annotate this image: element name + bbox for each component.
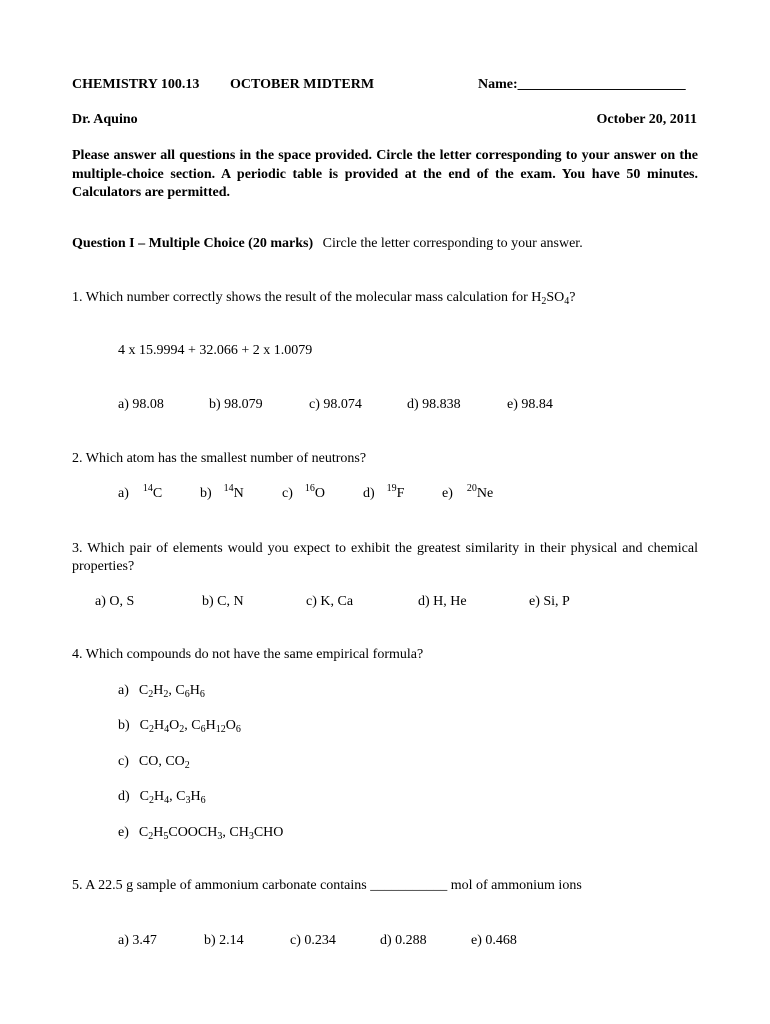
section-subtitle: Circle the letter corresponding to your answer.	[322, 236, 583, 251]
q3-option-b[interactable]: b) C, N	[202, 594, 244, 609]
q2-option-b[interactable]: b) $^{14}$N	[200, 483, 244, 501]
question-1: 1. Which number correctly shows the result of the molecular mass calculation for $H_2SO_4$?	[72, 290, 576, 307]
q5-option-d[interactable]: d) 0.288	[380, 933, 427, 948]
q2-option-d[interactable]: d) $^{19}$F	[363, 483, 405, 501]
question-2: 2. Which atom has the smallest number of neutrons?	[72, 451, 367, 466]
q4-option-e[interactable]: e) $C_2H_5COOCH_3$, $CH_3CHO$	[118, 825, 284, 842]
q2-option-c[interactable]: c) $^{16}$O	[282, 483, 326, 501]
q2-option-a[interactable]: a) $^{14}$C	[118, 483, 163, 501]
q4-option-a[interactable]: a) $C_2H_2$, $C_6H_6$	[118, 683, 205, 700]
q5-option-b[interactable]: b) 2.14	[204, 933, 244, 948]
q5-option-e[interactable]: e) 0.468	[471, 933, 517, 948]
q1-option-a[interactable]: a) 98.08	[118, 397, 164, 412]
q2-option-e[interactable]: e) $^{20}$Ne	[442, 483, 494, 501]
exam-date: October 20, 2011	[596, 112, 697, 127]
q1-option-c[interactable]: c) 98.074	[309, 397, 362, 412]
instructions: Please answer all questions in the space provided. Circle the letter corresponding to your answer on the multiple-choice section. A periodic table is provided at the end of the exam. You have 50 minutes. Calculators are permitted.	[72, 148, 698, 200]
q3-option-a[interactable]: a) O, S	[95, 594, 135, 609]
name-field[interactable]: Name:________________________	[478, 77, 686, 92]
q1-expression: 4 x 15.9994 + 32.066 + 2 x 1.0079	[118, 343, 313, 358]
q1-option-e[interactable]: e) 98.84	[507, 397, 553, 412]
course-code: CHEMISTRY 100.13	[72, 77, 200, 92]
q4-option-b[interactable]: b) $C_2H_4O_2$, $C_6H_{12}O_6$	[118, 718, 241, 735]
q3-option-c[interactable]: c) K, Ca	[306, 594, 354, 609]
q4-option-c[interactable]: c) CO, $CO_2$	[118, 754, 190, 771]
q4-option-d[interactable]: d) $C_2H_4$, $C_3H_6$	[118, 789, 206, 806]
instructor-name: Dr. Aquino	[72, 112, 138, 127]
section-title: Question I – Multiple Choice (20 marks)	[72, 236, 314, 251]
question-5: 5. A 22.5 g sample of ammonium carbonate contains ___________ mol of ammonium ions	[72, 878, 582, 893]
q5-option-a[interactable]: a) 3.47	[118, 933, 157, 948]
q5-option-c[interactable]: c) 0.234	[290, 933, 336, 948]
section-heading	[72, 236, 583, 252]
q3-option-d[interactable]: d) H, He	[418, 594, 467, 609]
exam-title: OCTOBER MIDTERM	[230, 77, 375, 92]
question-4: 4. Which compounds do not have the same empirical formula?	[72, 647, 424, 662]
q1-option-b[interactable]: b) 98.079	[209, 397, 263, 412]
q3-option-e[interactable]: e) Si, P	[529, 594, 570, 609]
q1-option-d[interactable]: d) 98.838	[407, 397, 461, 412]
question-3: 3. Which pair of elements would you expect to exhibit the greatest similarity in their physical and chemical properties?	[72, 541, 698, 574]
